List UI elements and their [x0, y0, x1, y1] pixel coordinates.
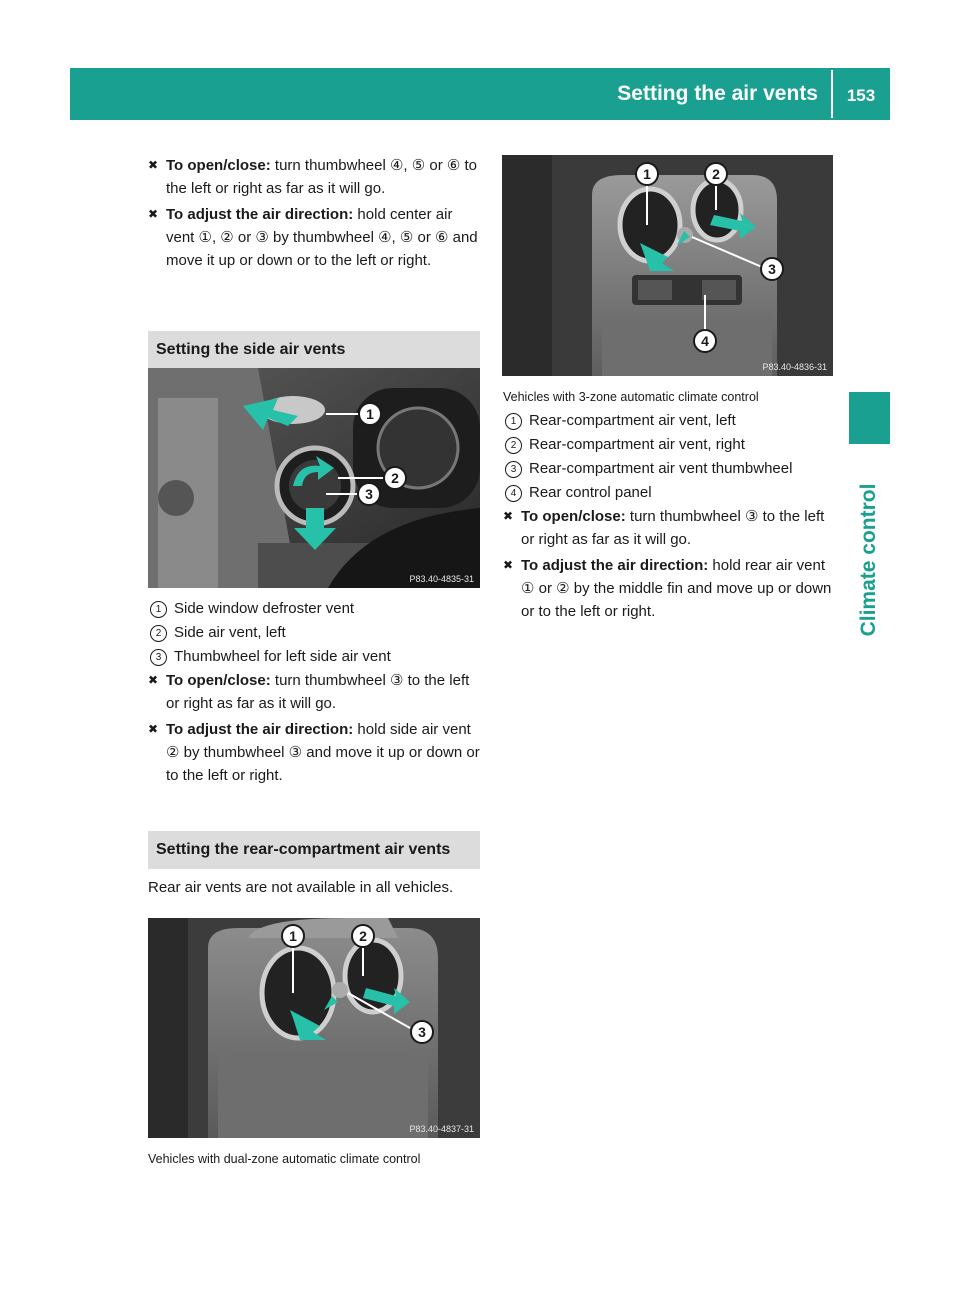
instruction-open-close: ✖ To open/close: turn thumbwheel ③ to the left or right as far as it will go. [503, 505, 835, 551]
callout-3-label: 3 [418, 1024, 426, 1040]
legend-item: 2 Rear-compartment air vent, right [503, 433, 835, 456]
rear-dual-zone-caption: Vehicles with dual-zone automatic climate control [148, 1152, 421, 1166]
callout-3-label: 3 [768, 261, 776, 277]
photo-code: P83.40-4836-31 [762, 362, 827, 372]
rear-3-zone-text [503, 389, 835, 626]
instruction-arrow-icon: ✖ [503, 558, 514, 572]
section-heading: Setting the side air vents [148, 331, 480, 369]
section-heading: Setting the rear-compartment air vents [148, 831, 480, 869]
section-side-vents [148, 331, 480, 369]
page-title: Setting the air vents [617, 82, 818, 105]
page-number: 153 [846, 86, 876, 105]
instruction-adjust: ✖ To adjust the air direction: hold side air vent ② by thumbwheel ③ and move it up or down or to the left or right. [148, 718, 480, 787]
instruction-arrow-icon: ✖ [148, 207, 159, 221]
callout-1-label: 1 [366, 406, 374, 422]
intro-instructions [148, 154, 480, 275]
callout-3-label: 3 [365, 486, 373, 502]
legend-item: 2 Side air vent, left [148, 621, 480, 644]
instruction-adjust: ✖ To adjust the air direction: hold center air vent ①, ② or ③ by thumbwheel ④, ⑤ or ⑥ and move it up or down or to the left or right. [148, 203, 480, 272]
instruction-open-close: ✖ To open/close: turn thumbwheel ③ to the left or right as far as it will go. [148, 669, 480, 715]
callout-2-label: 2 [359, 928, 367, 944]
rear-availability-note: Rear air vents are not available in all vehicles. [148, 879, 454, 896]
side-vents-text [148, 597, 480, 790]
rear-dual-zone-photo [148, 918, 480, 1138]
photo-code: P83.40-4835-31 [409, 574, 474, 584]
photo-code: P83.40-4837-31 [409, 1124, 474, 1134]
header-divider [831, 70, 833, 118]
legend-item: 1 Rear-compartment air vent, left [503, 409, 835, 432]
instruction-arrow-icon: ✖ [148, 722, 159, 736]
legend-item: 4 Rear control panel [503, 481, 835, 504]
instruction-arrow-icon: ✖ [503, 509, 514, 523]
instruction-arrow-icon: ✖ [148, 673, 159, 687]
chapter-label: Climate control [857, 483, 880, 637]
callout-2-label: 2 [391, 470, 399, 486]
legend-item: 3 Rear-compartment air vent thumbwheel [503, 457, 835, 480]
instruction-arrow-icon: ✖ [148, 158, 159, 172]
side-vent-photo [148, 368, 480, 588]
callout-2-label: 2 [712, 166, 720, 182]
callout-4-label: 4 [701, 333, 709, 349]
chapter-tab [849, 392, 890, 444]
callout-1-label: 1 [643, 166, 651, 182]
instruction-adjust: ✖ To adjust the air direction: hold rear air vent ① or ② by the middle fin and move up or down or to the left or right. [503, 554, 835, 623]
callout-1-label: 1 [289, 928, 297, 944]
legend-item: 3 Thumbwheel for left side air vent [148, 645, 480, 668]
rear-3-zone-caption: Vehicles with 3-zone automatic climate control [503, 390, 759, 404]
instruction-open-close: ✖ To open/close: turn thumbwheel ④, ⑤ or ⑥ to the left or right as far as it will go. [148, 154, 480, 200]
section-rear-vents [148, 831, 480, 899]
rear-3-zone-photo [502, 155, 833, 376]
legend-item: 1 Side window defroster vent [148, 597, 480, 620]
